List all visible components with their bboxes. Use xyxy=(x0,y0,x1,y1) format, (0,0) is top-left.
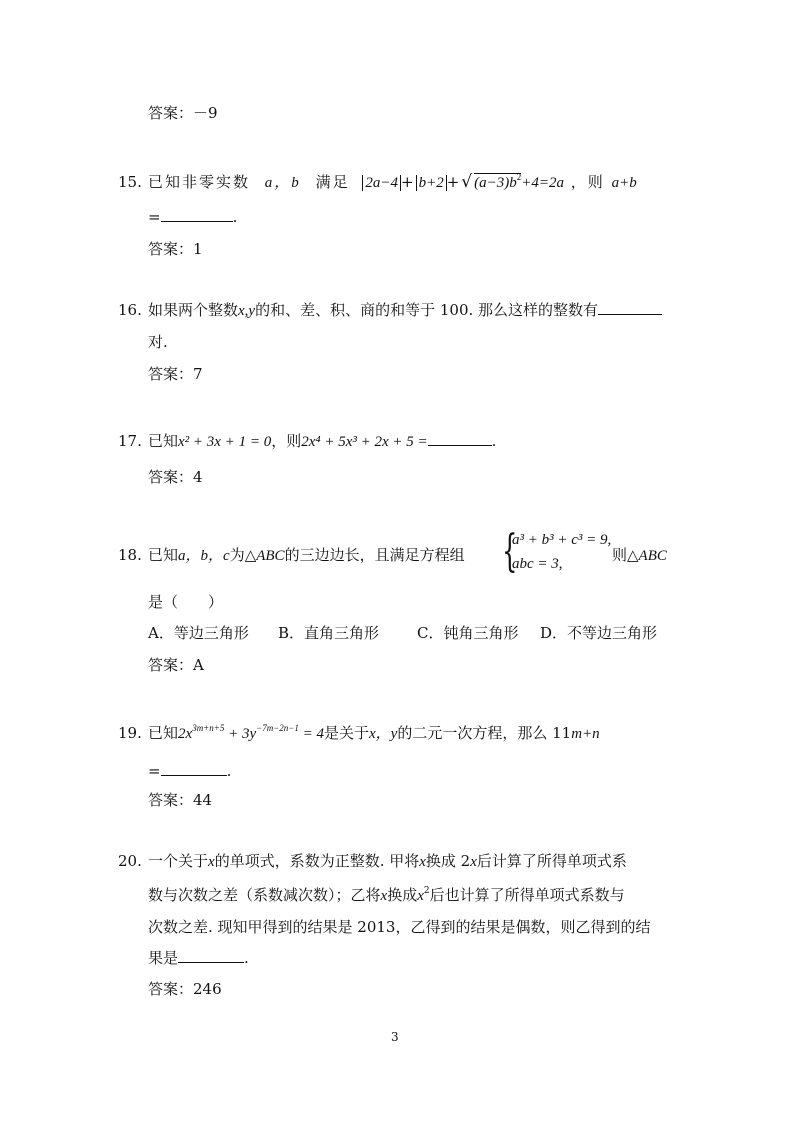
triangle-name-2: ABC xyxy=(638,548,667,564)
question-20-line-2: 数与次数之差（系数减次数）；乙将x换成$x^2$后也计算了所得单项式系数与 xyxy=(148,886,625,904)
q20-text: 一个关于 xyxy=(148,852,209,870)
question-19-text: 已知 xyxy=(148,724,179,742)
question-17-number: 17. xyxy=(118,432,142,450)
answer-17: 答案：4 xyxy=(148,468,203,486)
equation-rest: +4=2a xyxy=(521,175,565,191)
question-15-text: 已知非零实数 xyxy=(148,173,251,191)
q20-text: 后计算了所得单项式系 xyxy=(476,852,627,870)
question-15-then: ，则 xyxy=(570,173,605,191)
question-18-number: 18. xyxy=(118,546,142,564)
period: . xyxy=(244,949,249,967)
system-equation-2: abc = 3, xyxy=(512,556,563,572)
q20-text: 果是 xyxy=(148,949,179,967)
equals-sign: = xyxy=(148,762,161,780)
question-19-line-2 xyxy=(148,761,231,781)
period: . xyxy=(226,762,232,780)
q20-text: 数与次数之差（系数减次数）；乙将 xyxy=(148,886,381,904)
equation-term-2: + 3y xyxy=(224,726,257,742)
equation-rhs: = 4 xyxy=(298,726,324,742)
question-16-text-2: 的和、差、积、商的和等于 100. 那么这样的整数有 xyxy=(255,301,599,319)
question-15-vars: a，b xyxy=(264,175,301,191)
question-18-triangle-prefix: 为△ xyxy=(229,546,257,564)
question-18-text: 已知 xyxy=(148,546,179,564)
system-equation-1: a³ + b³ + c³ = 9, xyxy=(512,532,612,548)
option-d: D．不等边三角形 xyxy=(540,624,658,642)
option-c: C．钝角三角形 xyxy=(417,624,519,642)
question-15-target: a+b xyxy=(611,175,637,191)
abs-term-1: 2a−4 xyxy=(362,175,401,191)
question-15-number: 15. xyxy=(118,173,142,191)
question-19-text-2: 是关于 xyxy=(323,724,369,742)
option-a: A．等边三角形 xyxy=(148,624,249,642)
answer-14: 答案：－9 xyxy=(148,104,218,122)
question-19-number: 19. xyxy=(118,724,142,742)
sqrt-term: $(a-3)b^2$ xyxy=(474,172,522,191)
answer-16: 答案：7 xyxy=(148,365,203,383)
plus-sign: + xyxy=(446,173,462,191)
question-17-text: 已知 xyxy=(148,432,179,450)
question-15-line-1 xyxy=(148,172,637,193)
plus-sign: + xyxy=(401,173,416,191)
question-20-number: 20. xyxy=(118,852,142,870)
question-20-line-3: 次数之差. 现知甲得到的结果是 2013，乙得到的结果是偶数，则乙得到的结 xyxy=(148,918,651,936)
exponent-2: −7m−2n−1 xyxy=(256,723,299,733)
answer-19: 答案：44 xyxy=(148,791,213,809)
period: . xyxy=(232,208,238,226)
var-x: x xyxy=(208,854,215,870)
answer-blank xyxy=(161,207,233,222)
question-19-line-1 xyxy=(148,723,600,744)
question-18-line-1-end xyxy=(612,545,667,566)
question-18-line-2: 是（ ） xyxy=(148,593,224,611)
var-x: x xyxy=(417,888,424,904)
answer-18: 答案：A xyxy=(148,656,204,674)
question-19-text-3: 的二元一次方程，那么 11 xyxy=(397,724,572,742)
question-15-line-2 xyxy=(148,207,237,227)
question-18-vars: a，b，c xyxy=(178,548,230,564)
question-20-line-4 xyxy=(148,948,249,968)
question-16-line-2: 对. xyxy=(148,333,168,351)
exponent-1: 3m+n+5 xyxy=(192,723,225,733)
answer-15: 答案：1 xyxy=(148,240,203,258)
var-x: x xyxy=(380,888,388,904)
period: . xyxy=(491,432,497,450)
question-20-line-1 xyxy=(148,851,627,872)
q20-text: 换成 2 xyxy=(425,852,471,870)
question-18-line-1 xyxy=(148,545,465,566)
left-brace-icon: { xyxy=(502,526,518,577)
question-17-equation-2: 2x⁴ + 5x³ + 2x + 5 = xyxy=(301,434,428,450)
question-19-vars: x，y xyxy=(369,726,398,742)
answer-blank xyxy=(428,431,492,446)
equation-term-1: 2x xyxy=(178,726,193,742)
question-17-then: ，则 xyxy=(271,432,302,450)
question-18-text-2: 的三边边长，且满足方程组 xyxy=(284,546,465,564)
question-19-target: m+n xyxy=(571,726,600,742)
answer-20: 答案：246 xyxy=(148,980,222,998)
question-18-triangle-prefix-2: 则△ xyxy=(612,546,639,564)
question-16-line-1 xyxy=(148,300,662,321)
q20-text: 的单项式，系数为正整数. 甲将 xyxy=(214,852,420,870)
answer-blank xyxy=(161,761,227,776)
page-number: 3 xyxy=(391,1030,399,1044)
question-17-equation-1: x² + 3x + 1 = 0 xyxy=(178,434,272,450)
option-b: B．直角三角形 xyxy=(278,624,380,642)
triangle-name: ABC xyxy=(256,548,285,564)
answer-blank xyxy=(178,948,244,963)
q20-text: 换成 xyxy=(387,886,418,904)
question-16-number: 16. xyxy=(118,301,142,319)
abs-term-2: b+2 xyxy=(416,175,447,191)
var-x: x xyxy=(419,854,426,870)
question-16-text: 如果两个整数 xyxy=(148,301,239,319)
var-x: x xyxy=(470,854,477,870)
sqrt-icon: √ xyxy=(461,172,475,192)
answer-blank xyxy=(598,300,662,315)
equals-sign: = xyxy=(148,208,161,226)
sqrt-body: (a−3)b xyxy=(474,175,517,191)
question-17-line-1 xyxy=(148,431,496,452)
question-16-vars: x,y xyxy=(238,303,256,319)
q20-text: 后也计算了所得单项式系数与 xyxy=(429,886,625,904)
question-15-mid: 满足 xyxy=(315,173,350,191)
